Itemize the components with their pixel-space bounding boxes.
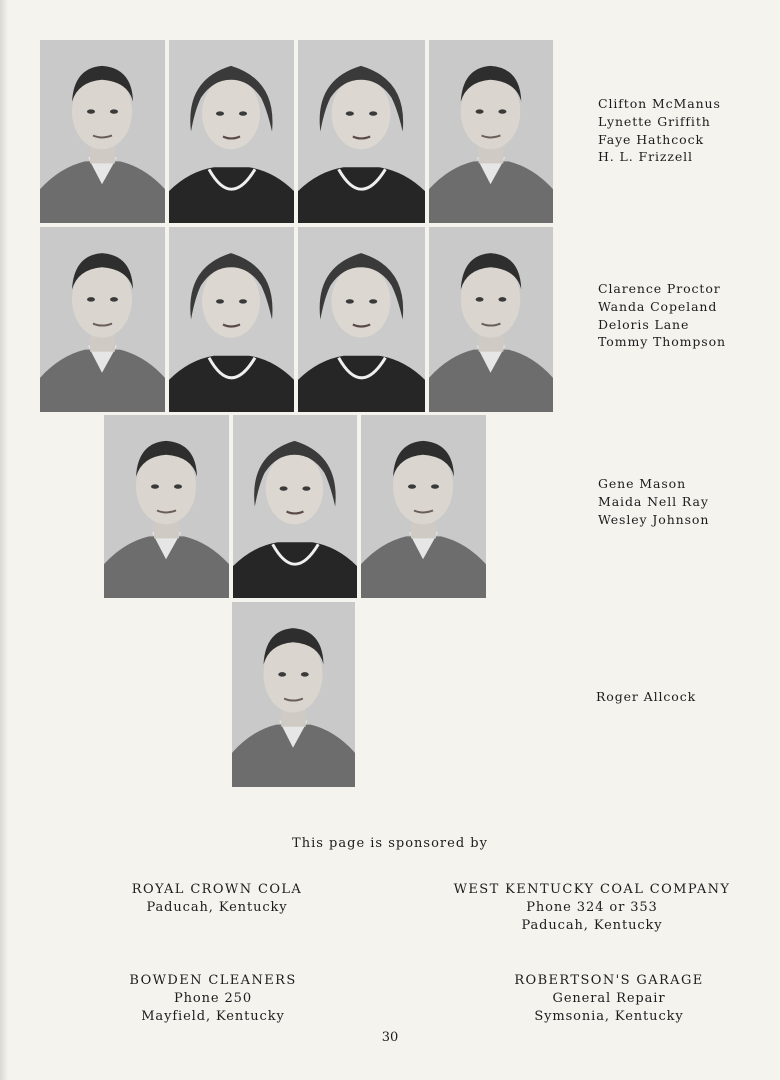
student-photo-boy [104, 415, 229, 598]
sponsor-line: Mayfield, Kentucky [141, 1009, 285, 1024]
sponsor-name: ROBERTSON'S GARAGE [514, 973, 704, 988]
student-name: Deloris Lane [598, 316, 690, 332]
sponsor-name: BOWDEN CLEANERS [129, 973, 297, 988]
student-name: Wesley Johnson [598, 511, 710, 527]
name-list-row-4 [596, 688, 696, 706]
student-photo-boy [429, 40, 553, 223]
student-photo-boy [40, 227, 165, 412]
sponsor-line: Paducah, Kentucky [146, 900, 288, 915]
sponsor-line: Phone 324 or 353 [526, 900, 658, 915]
student-photo-boy [361, 415, 486, 598]
student-name: Maida Nell Ray [598, 493, 709, 509]
sponsor-block [449, 972, 769, 1026]
sponsor-name: ROYAL CROWN COLA [131, 882, 303, 897]
sponsor-name: WEST KENTUCKY COAL COMPANY [453, 882, 731, 897]
name-list-row-2 [598, 280, 726, 351]
sponsor-line: Symsonia, Kentucky [534, 1009, 684, 1024]
name-list-row-1 [598, 95, 721, 166]
student-name: Faye Hathcock [598, 131, 704, 147]
student-name: H. L. Frizzell [598, 149, 693, 165]
student-photo-girl [298, 40, 425, 223]
page-number: 30 [381, 1030, 399, 1045]
sponsor-line: Phone 250 [173, 991, 253, 1006]
student-photo-boy [40, 40, 165, 223]
student-photo-boy [429, 227, 553, 412]
page-binding-edge [0, 0, 8, 1080]
student-name: Tommy Thompson [598, 334, 726, 350]
student-photo-girl [298, 227, 425, 412]
sponsor-block [432, 881, 752, 935]
sponsor-block [57, 881, 377, 917]
sponsor-block [53, 972, 373, 1026]
student-photo-boy [232, 602, 355, 787]
student-name: Wanda Copeland [598, 298, 718, 314]
student-name: Gene Mason [598, 476, 687, 491]
sponsor-line: General Repair [552, 991, 666, 1006]
name-list-row-3 [598, 475, 709, 528]
sponsor-line: Paducah, Kentucky [521, 918, 663, 933]
student-photo-girl [169, 40, 294, 223]
student-photo-girl [233, 415, 357, 598]
student-name: Clarence Proctor [598, 281, 721, 296]
student-photo-girl [169, 227, 294, 412]
student-name: Lynette Griffith [598, 113, 711, 129]
student-name: Roger Allcock [596, 689, 697, 704]
student-name: Clifton McManus [598, 96, 721, 111]
sponsor-intro: This page is sponsored by [292, 836, 488, 851]
